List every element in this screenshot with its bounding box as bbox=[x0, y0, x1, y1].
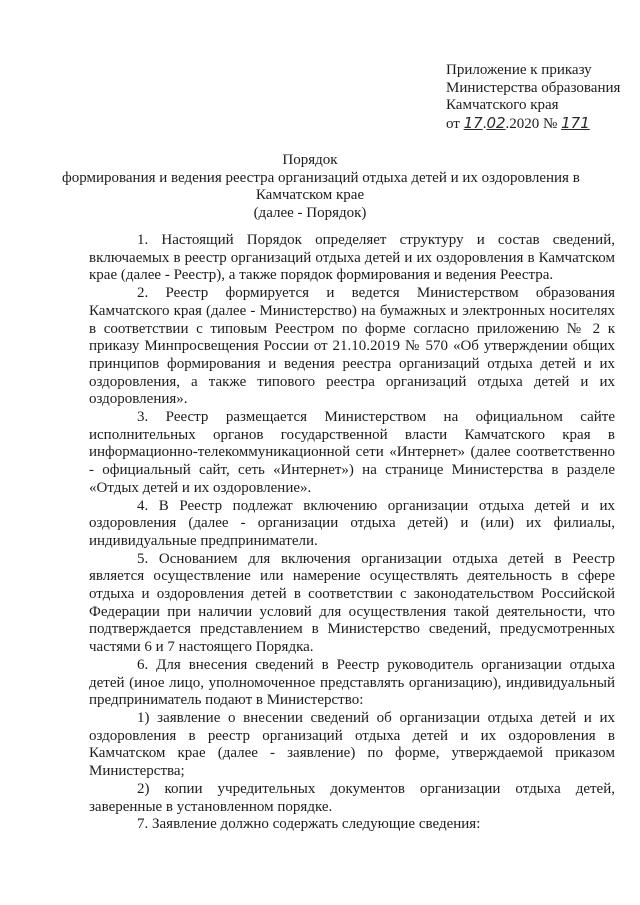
date-prefix: от bbox=[446, 115, 460, 132]
appendix-header bbox=[446, 62, 620, 133]
title-line: Камчатском крае bbox=[255, 187, 365, 203]
document-body bbox=[89, 232, 615, 834]
appendix-line: Камчатского края bbox=[446, 97, 559, 113]
paragraph-6: 6. Для внесения сведений в Реестр руководитель организации отдыха детей (иное лицо, уполномоченное представлять организацию), индивидуальный предприниматель подают в Министерство: bbox=[89, 656, 615, 709]
title-line: формирования и ведения реестра организаций отдыха детей и их оздоровления в bbox=[62, 169, 580, 186]
paragraph-4: 4. В Реестр подлежат включению организации отдыха детей и их оздоровления (далее - организации отдыха детей) и (или) их филиалы, индивидуальные предприниматели. bbox=[89, 497, 615, 549]
paragraph-6-item-1: 1) заявление о внесении сведений об организации отдыха детей и их оздоровления в реестр организаций отдыха детей и их оздоровления в Камчатском крае (далее - заявление) по форме, утверждаемой приказом Министерства; bbox=[89, 709, 615, 780]
paragraph-5: 5. Основанием для включения организации отдыха детей в Реестр является осуществление или намерение осуществлять деятельность в сфере отдыха и оздоровления детей в соответствии с законодательством Российской Федерации при наличии условий для осуществления такой деятельности, что подтверждается представлением в Министерство сведений, предусмотренных частями 6 и 7 настоящего Порядка. bbox=[89, 550, 615, 656]
appendix-date-line: от 17.02.2020 № 171 bbox=[446, 113, 590, 132]
paragraph-7: 7. Заявление должно содержать следующие сведения: bbox=[137, 816, 481, 833]
paragraph-2: 2. Реестр формируется и ведется Министерством образования Камчатского края (далее - Министерство) на бумажных и электронных носителях в соответствии с типовым Реестром по форме согласно приложению № 2 к приказу Минпросвещения России от 21.10.2019 № 570 «Об утверждении общих принципов формирования и ведения реестра организаций отдыха детей и их оздоровления, а также типового реестра организаций отдыха детей и их оздоровления». bbox=[89, 285, 615, 408]
title-line: (далее - Порядок) bbox=[253, 204, 367, 221]
appendix-line: Приложение к приказу bbox=[446, 62, 592, 78]
order-number-handwritten: 171 bbox=[561, 113, 590, 132]
date-year: .2020 № bbox=[505, 115, 558, 132]
paragraph-1: 1. Настоящий Порядок определяет структуру и состав сведений, включаемых в реестр организаций отдыха детей и их оздоровления в Камчатском крае (далее - Реестр), а также порядок формирования и ведения Реестра. bbox=[89, 232, 615, 284]
date-day-handwritten: 17 bbox=[463, 113, 483, 132]
appendix-line: Министерства образования bbox=[446, 79, 621, 96]
document-title bbox=[62, 152, 580, 222]
paragraph-3: 3. Реестр размещается Министерством на официальном сайте исполнительных органов государственной власти Камчатского края в информационно-телекоммуникационной сети «Интернет» (далее соответственно - официальный сайт, сеть «Интернет») на странице Министерства в разделе «Отдых детей и их оздоровление». bbox=[89, 409, 615, 496]
paragraph-6-item-2: 2) копии учредительных документов организации отдыха детей, заверенные в установленном порядке. bbox=[89, 780, 615, 815]
date-month-handwritten: 02 bbox=[486, 113, 506, 132]
title-line: Порядок bbox=[282, 152, 338, 168]
